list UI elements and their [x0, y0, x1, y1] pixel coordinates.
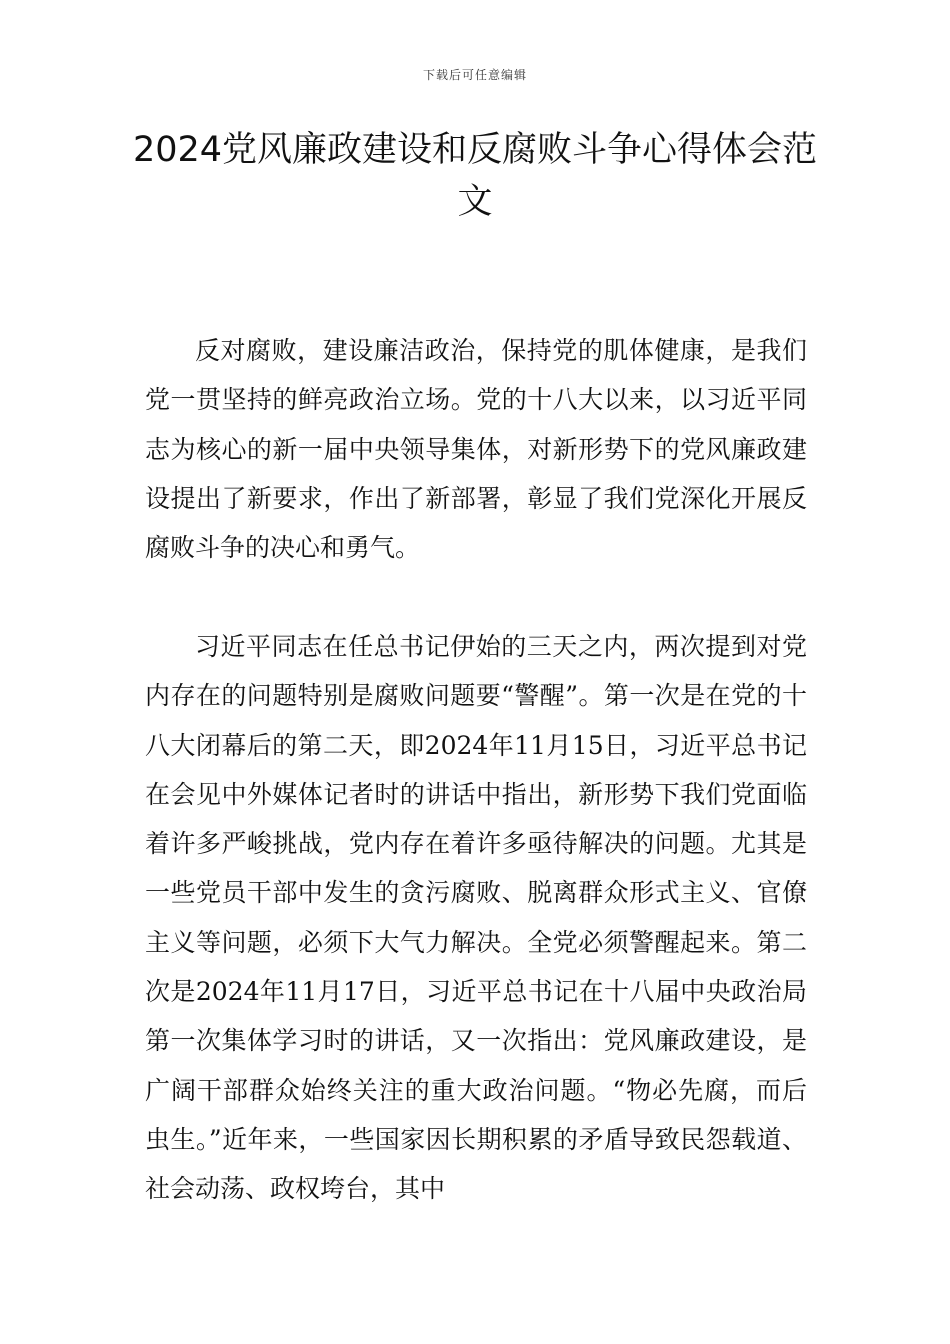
document-title: 2024党风廉政建设和反腐败斗争心得体会范文: [132, 130, 818, 222]
header-note: 下载后可任意编辑: [422, 68, 527, 82]
body-paragraph: 习近平同志在任总书记伊始的三天之内，两次提到对党内存在的问题特别是腐败问题要“警醒”。第一次是在党的十八大闭幕后的第二天，即2024年11月15日，习近平总书记在会见中外媒体记者时的讲话中指出，新形势下我们党面临着许多严峻挑战，党内存在着许多亟待解决的问题。尤其是一些党员干部中发生的贪污腐败、脱离群众形式主义、官僚主义等问题，必须下大气力解决。全党必须警醒起来。第二次是2024年11月17日，习近平总书记在十八届中央政治局第一次集体学习时的讲话，又一次指出：党风廉政建设，是广阔干部群众始终关注的重大政治问题。“物必先腐，而后虫生。”近年来，一些国家因长期积累的矛盾导致民怨载道、社会动荡、政权垮台，其中: [145, 632, 807, 1204]
body-paragraph: 反对腐败，建设廉洁政治，保持党的肌体健康，是我们党一贯坚持的鲜亮政治立场。党的十八大以来，以习近平同志为核心的新一届中央领导集体，对新形势下的党风廉政建设提出了新要求，作出了新部署，彰显了我们党深化开展反腐败斗争的决心和勇气。: [145, 336, 807, 563]
